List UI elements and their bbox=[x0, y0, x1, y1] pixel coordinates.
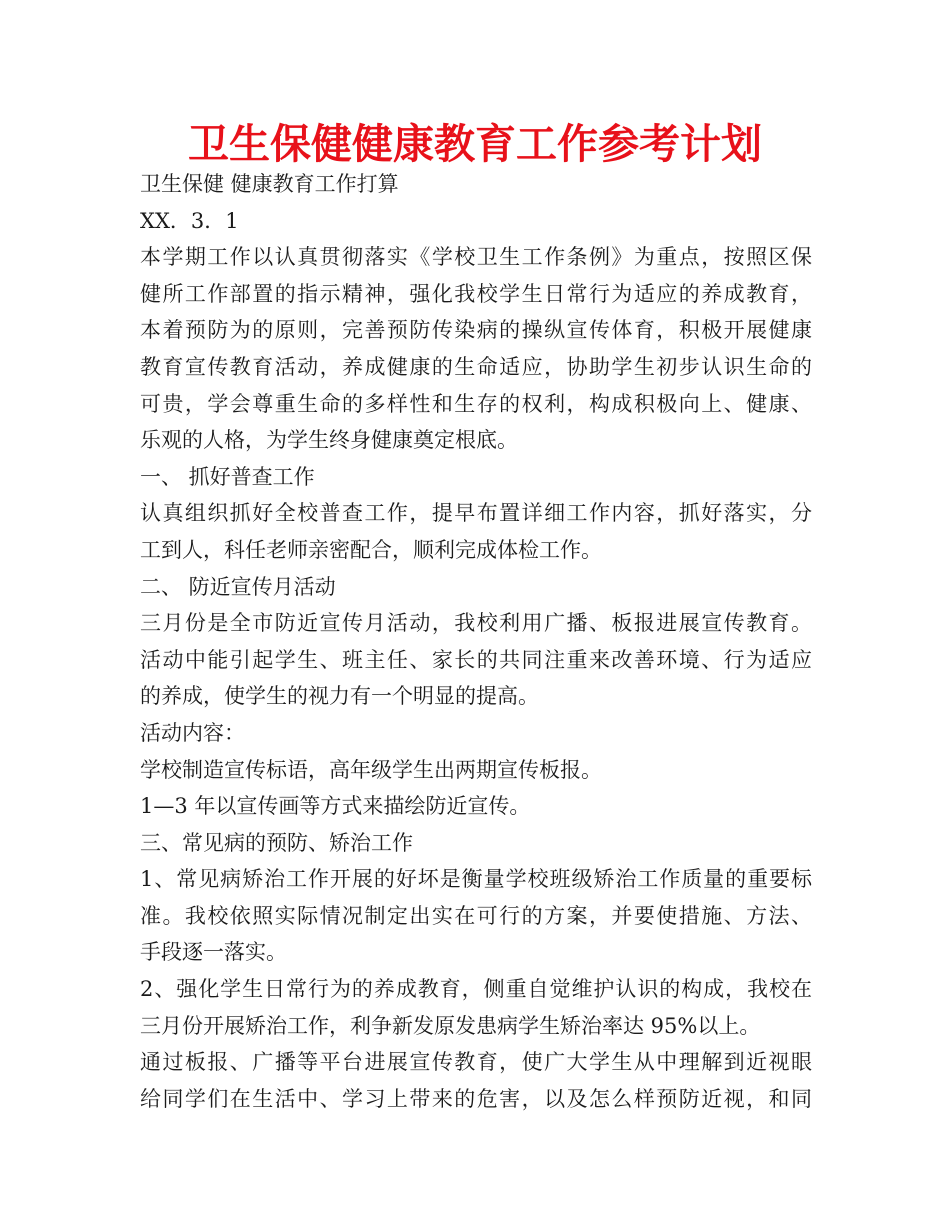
section-heading: 一、 抓好普查工作 bbox=[140, 464, 315, 489]
section-heading: 三、常见病的预防、矫治工作 bbox=[140, 830, 413, 855]
paragraph-line: 可贵，学会尊重生命的多样性和生存的权利，构成积极向上、健康、 bbox=[140, 391, 812, 416]
document-body bbox=[140, 166, 812, 1117]
paragraph-line: 三月份开展矫治工作，利争新发原发患病学生矫治率达 95%以上。 bbox=[140, 1013, 761, 1038]
paragraph-line: 本着预防为的原则，完善预防传染病的操纵宣传体育，积极开展健康 bbox=[140, 318, 812, 343]
paragraph-line: 工到人，科任老师亲密配合，顺利完成体检工作。 bbox=[140, 537, 602, 562]
paragraph-line: 学校制造宣传标语，高年级学生出两期宣传板报。 bbox=[140, 757, 602, 782]
date-line: XX．3．1 bbox=[140, 208, 239, 233]
document-title: 卫生保健健康教育工作参考计划 bbox=[188, 120, 762, 168]
paragraph-line: 2、强化学生日常行为的养成教育，侧重自觉维护认识的构成，我校在 bbox=[140, 977, 812, 1002]
paragraph-line: 健所工作部置的指示精神，强化我校学生日常行为适应的养成教育， bbox=[140, 281, 812, 306]
subtitle-line: 卫生保健 健康教育工作打算 bbox=[140, 172, 399, 196]
paragraph-line: 的养成，使学生的视力有一个明显的提高。 bbox=[140, 684, 539, 709]
paragraph-line: 本学期工作以认真贯彻落实《学校卫生工作条例》为重点，按照区保 bbox=[140, 245, 812, 270]
paragraph-line: 1—3 年以宣传画等方式来描绘防近宣传。 bbox=[140, 794, 531, 819]
paragraph-line: 准。我校依照实际情况制定出实在可行的方案，并要使措施、方法、 bbox=[140, 903, 812, 928]
paragraph-line: 通过板报、广播等平台进展宣传教育，使广大学生从中理解到近视眼 bbox=[140, 1050, 812, 1075]
paragraph-line: 手段逐一落实。 bbox=[140, 940, 287, 965]
paragraph-line: 活动中能引起学生、班主任、家长的共同注重来改善环境、行为适应 bbox=[140, 647, 812, 672]
paragraph-line: 活动内容： bbox=[140, 720, 245, 745]
paragraph-line: 三月份是全市防近宣传月活动，我校利用广播、板报进展宣传教育。 bbox=[140, 611, 812, 636]
paragraph-line: 认真组织抓好全校普查工作，提早布置详细工作内容，抓好落实，分 bbox=[140, 501, 812, 526]
section-heading: 二、 防近宣传月活动 bbox=[140, 574, 336, 599]
paragraph-line: 给同学们在生活中、学习上带来的危害，以及怎么样预防近视，和同 bbox=[140, 1086, 812, 1111]
paragraph-line: 1、常见病矫治工作开展的好坏是衡量学校班级矫治工作质量的重要标 bbox=[140, 867, 812, 892]
paragraph-line: 教育宣传教育活动，养成健康的生命适应，协助学生初步认识生命的 bbox=[140, 354, 812, 379]
paragraph-line: 乐观的人格，为学生终身健康奠定根底。 bbox=[140, 428, 518, 453]
